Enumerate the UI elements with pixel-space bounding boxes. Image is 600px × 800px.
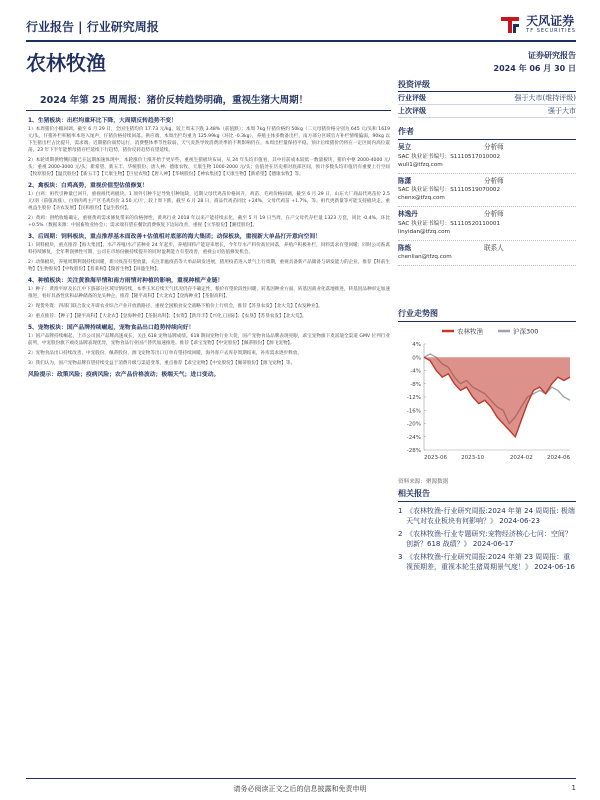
analyst-email[interactable]: linyidan@tfzq.com: [398, 228, 451, 235]
paragraph: 1）国产品牌持续崛起，上市公司国产品牌高速成长，关注 618 宠物品牌成绩。618 期间宠物行业大促，国产宠物食品品牌表现亮眼，乖宝宠物旗下麦富迪全渠道 GMV 位列行业前列，中宠股份旗下顽皮品牌表现优异，宠物食品行业国产替代加速推进。推荐【乖宝宠物】【中宠股份】【佩蒂股份】【源飞宠物】。: [28, 334, 390, 346]
logo-name-en: TF SECURITIES: [526, 27, 576, 34]
paragraph: 1）种子：黄淮平原及长江中下游部分区域旱情持续，本季玉米后续天气状况仍存不确定性，粮价有望阶段性回暖，转基因种业方面，转基因商业化落地推进，转基因品种审定加速推进，看好具备性状和品种储备的龙头种企，推荐【隆平高科】【大北农】【登海种业】【荃银高科】。: [28, 287, 390, 299]
y-tick-label: -4%: [410, 368, 421, 375]
y-tick-label: -8%: [410, 381, 421, 388]
legend-label: 农林牧渔: [457, 327, 483, 336]
report-date: 2024 年 06 月 30 日: [493, 64, 576, 73]
related-heading: 相关报告: [398, 488, 576, 502]
disclaimer-note: 请务必阅读正文之后的信息披露和免责申明: [233, 785, 367, 793]
subtitle-divider: [26, 110, 391, 111]
analyst-email[interactable]: chenlian@tfzq.com: [398, 254, 452, 260]
footer-divider: [26, 778, 576, 779]
report-body: [28, 117, 390, 757]
page-header: [26, 12, 576, 42]
related-title[interactable]: 《农林牧渔-行业研究周报:2024 年第 23 周周报：重视预期差，重视本轮生猪周期景气度！》: [406, 553, 571, 571]
legend-label: 沪深300: [513, 327, 539, 336]
related-report-item[interactable]: [398, 506, 576, 526]
analyst-role: 分析师: [484, 210, 504, 218]
y-tick-label: 4%: [412, 342, 421, 348]
section-post-cycle: [28, 233, 390, 273]
y-tick-label: -16%: [406, 408, 421, 415]
paragraph: 1）本周猪价小幅回调。截至 6 月 29 日，全国生猪均价 17.73 元/kg，较上周末下跌 3.48%（前值跌）；本周 7kg 仔猪价格约 50kg（二元母猪价格分别为 645 元/头和 1619 元/头，仔猪补栏积极率本进入尾声，仔猪价格持续回落。供应端，本周出栏均重为 125.99kg（环比 -0.3kg），养殖主体多数备出栏，南方部分区域官方补栏情绪偏弱，90kg 以下生猪出栏占比提升，需求端，近期猪价弱势运行，消费整体季节性较弱，天气炎热导致消费淡季的不利影响仍在。本周出栏量保持平稳。预计后续猪价仍将在一定区间内高位震荡，23 年下半年能繁母猪存栏延续下行趋势，猪价反转趋势有望延续。: [28, 127, 390, 153]
related-date: 2024-06-23: [499, 517, 540, 525]
report-subtitle: 2024 年第 25 周周报：猪价反转趋势明确，重视生猪大周期！: [40, 95, 309, 106]
analyst-cert: SAC 执业证书编号：S1110517010002: [398, 153, 501, 160]
analyst-role: 联系人: [484, 243, 504, 252]
related-num: 2: [398, 530, 403, 538]
paragraph: 1）饲料板块，重点推荐【海大集团】，水产养殖/水产苗种业 24 年起步，养殖饲料产能迎来增长，今年年水产料价高位回落，养殖户积极补栏，饲料需求有望回暖；同时公司畜禽料持续修复，全年利润弹性可期，公司在市场份额持续提升的同时盈利能力有望改善，重视公司估值修复机会。: [28, 243, 390, 255]
report-type: 证券研究报告: [528, 51, 576, 60]
analysts-heading: 作者: [398, 126, 576, 140]
section-heading: 2、禽板块：白鸡高势，重视价值型估值修复！: [28, 183, 148, 189]
paragraph: 2）黄鸡：供给收缩确定，重视黄鸡需求修复带来的价格弹性，黄鸡行业 2018 年以来产能持续去化，截至 5 月 19 日当周，在产父母代存栏量 1323 万套，同比 -0.4%，环比 +0.5%（数据来源：中国畜牧业协会）；需求端有望在餐饮消费恢复下边际改善，重视【立华股份】【湘佳股份】。: [28, 216, 390, 228]
y-tick-label: -24%: [406, 434, 421, 441]
section-hog: [28, 117, 390, 178]
related-date: 2024-06-16: [534, 563, 575, 571]
analyst-name: 林逸丹: [398, 210, 418, 218]
sidebar: [398, 78, 576, 266]
related-report-item[interactable]: [398, 529, 576, 549]
section-heading: 1、生猪板块：出栏均重环比下降，大周期反转趋势不变！: [28, 118, 177, 124]
analyst-card: [398, 174, 576, 208]
rating-heading: 投资评级: [398, 78, 576, 92]
analyst-role: 分析师: [484, 143, 504, 151]
header-title: 行业报告 | 行业研究周报: [26, 20, 159, 34]
logo-name-cn: 天风证券: [526, 13, 575, 28]
analyst-role: 分析师: [484, 176, 504, 185]
y-tick-label: -28%: [406, 448, 421, 454]
rating-row: [398, 105, 576, 118]
x-tick-label: 2023-10: [461, 455, 485, 461]
paragraph: 3）重点推荐：【种子】【隆平高科】【大北农】【登海种业】【荃银高科】；【农资】【新洋丰】【兴化工国际】；【农垦】【苏垦农发】【北大荒】。: [28, 314, 307, 319]
rating-row: [398, 92, 576, 105]
paragraph: 3）我们认为，国产宠物品牌有望持续受益于消费升级与渠道变革，重点推荐【乖宝宠物】【中宠股份】【佩蒂股份】【源飞宠物】等。: [28, 361, 296, 366]
section-heading: 3、后周期：饲料板块，重点推荐基本面改善+估值相对底部的海大集团；动保板块，重视新大单品打开意向空间！: [28, 234, 321, 240]
paragraph: 1）白鸡：祖代引种量已回升，重视祖代鸡板块。1 项外引种不足导致引种短缺，近期父母代鸡苗价格回升，鸡苗、毛鸡价格回调，截至 6 月 29 日，山东大厂商品代鸡苗价 2.5 元/羽（前值高涨），白羽肉鸡主产区毛鸡均价 3.50 元/斤，较上周下跌，截至 6 月 28 日，商品代鸡苗同比 +24%，父母代鸡苗 +1.7%，等。祖代更新量等可能支持板块走，重视益生股份【圣农发展】【民和股份】【益生股份】。: [28, 192, 390, 211]
paragraph: 2）本轮周期供给侧问题已在远期加速体现中，本轮涨价上涨开始于更早些，重视生猪板块布局，从 24 年头均市值看，其中目前成本较低一数量板块，猪价中枢 2000-4000 元/头；重视 2000-3000 元/头；新希望、新五丰、华统股份、唐人神、德康农牧、天康生物 1000-2000 元/头；估值处在历史相对底部区间，预计多数头均市值仍有重要上行空间【牧原股份】【温氏股份】【新五丰】【天康生物】【巨星农牧】【唐人神】【华统股份】【神农集团】【天康生物】【新希望】【德康农牧】等。: [28, 158, 390, 177]
rating-label: 上次评级: [398, 107, 426, 115]
analyst-cert: SAC 执业证书编号：S1110519070002: [398, 187, 501, 193]
analyst-card: [398, 140, 576, 174]
analyst-card: [398, 241, 576, 267]
brand-logo: [498, 12, 576, 36]
section-planting: [28, 277, 390, 320]
section-heading: 5、宠物板块：国产品牌持续崛起，宠物食品出口趋势持续向好！: [28, 325, 195, 331]
analyst-cert: SAC 执业证书编号：S1110520110001: [398, 220, 501, 227]
section-heading: 4、种植板块：关注黄淮海早情和南方雨情对种植的影响，重视种植产业链！: [28, 278, 224, 284]
x-tick-label: 2023-06: [424, 455, 447, 461]
rating-value: 强于大市: [548, 107, 576, 115]
y-tick-label: -20%: [406, 421, 421, 428]
related-reports: [398, 506, 576, 575]
header-divider: [26, 40, 576, 42]
risk-label: 风险提示：: [28, 372, 57, 378]
related-report-item[interactable]: [398, 552, 576, 572]
y-tick-label: -12%: [406, 395, 421, 401]
trend-heading: 行业走势图: [398, 308, 576, 322]
analyst-name: 陈潇: [398, 176, 412, 185]
analyst-name: 陈炼: [398, 243, 412, 252]
section-poultry: [28, 182, 390, 229]
series-area-农林牧渔: [424, 357, 570, 437]
analyst-email[interactable]: chenx@tfzq.com: [398, 195, 445, 201]
related-num: 3: [398, 553, 403, 561]
x-tick-label: 2024-06: [547, 455, 570, 461]
x-tick-label: 2024-02: [509, 455, 533, 461]
risk-text: 政策风险；疫病风险；农产品价格波动；极端天气；进口变动。: [57, 372, 220, 378]
analyst-name: 吴立: [398, 143, 412, 151]
section-pet: [28, 324, 390, 367]
paragraph: 2）宠物食品出口持续改善，中宠股份、佩蒂股份、源飞宠物等出口订单有望持续回暖，海外客户去库存周期结束，补库需求逐步释放。: [28, 351, 302, 356]
paragraph: 2）现货外资：四部门联合发文开辟农业综合产业开放新路径，重视全国粮食安全战略下粮价上行机会，推荐【苏垦农发】【北大荒】【农发种业】。: [28, 304, 323, 309]
risk-warning: [28, 371, 390, 379]
analyst-card: [398, 207, 576, 241]
chart-source: 资料来源：聚源数据: [398, 479, 449, 485]
rating-value: 强于大市(维持评级): [514, 94, 576, 102]
industry-trend-chart: [398, 322, 576, 472]
related-num: 1: [398, 507, 403, 515]
page-title: 农林牧渔: [26, 51, 106, 75]
analyst-email[interactable]: wuli1@tfzq.com: [398, 161, 443, 168]
rating-label: 行业评级: [398, 94, 426, 102]
paragraph: 2）动保板块，养殖周期利润持续回暖，新兴疫苗有望放量，关注非瘟疫苗等大单品研发进展，猪用疫苗进入景气上行周期，重视具备新产品储备与研发能力的企业，推荐【科前生物】【生物股份】【中牧股份】【普莱柯】【瑞普生物】【回盛生物】。: [28, 260, 390, 272]
related-title[interactable]: 《农林牧渔-行业研究周报:2024 年第 24 周周报: 极端天气对农业板块有何影响？》: [406, 507, 575, 525]
page-number: 1: [571, 784, 576, 792]
related-date: 2024-06-17: [472, 540, 514, 548]
related-title[interactable]: 《农林牧渔-行业专题研究:宠物经济核心七问：空间？创新？618 战绩？》: [406, 530, 572, 548]
tf-logo-icon: [498, 12, 522, 36]
y-tick-label: 0%: [412, 355, 421, 362]
